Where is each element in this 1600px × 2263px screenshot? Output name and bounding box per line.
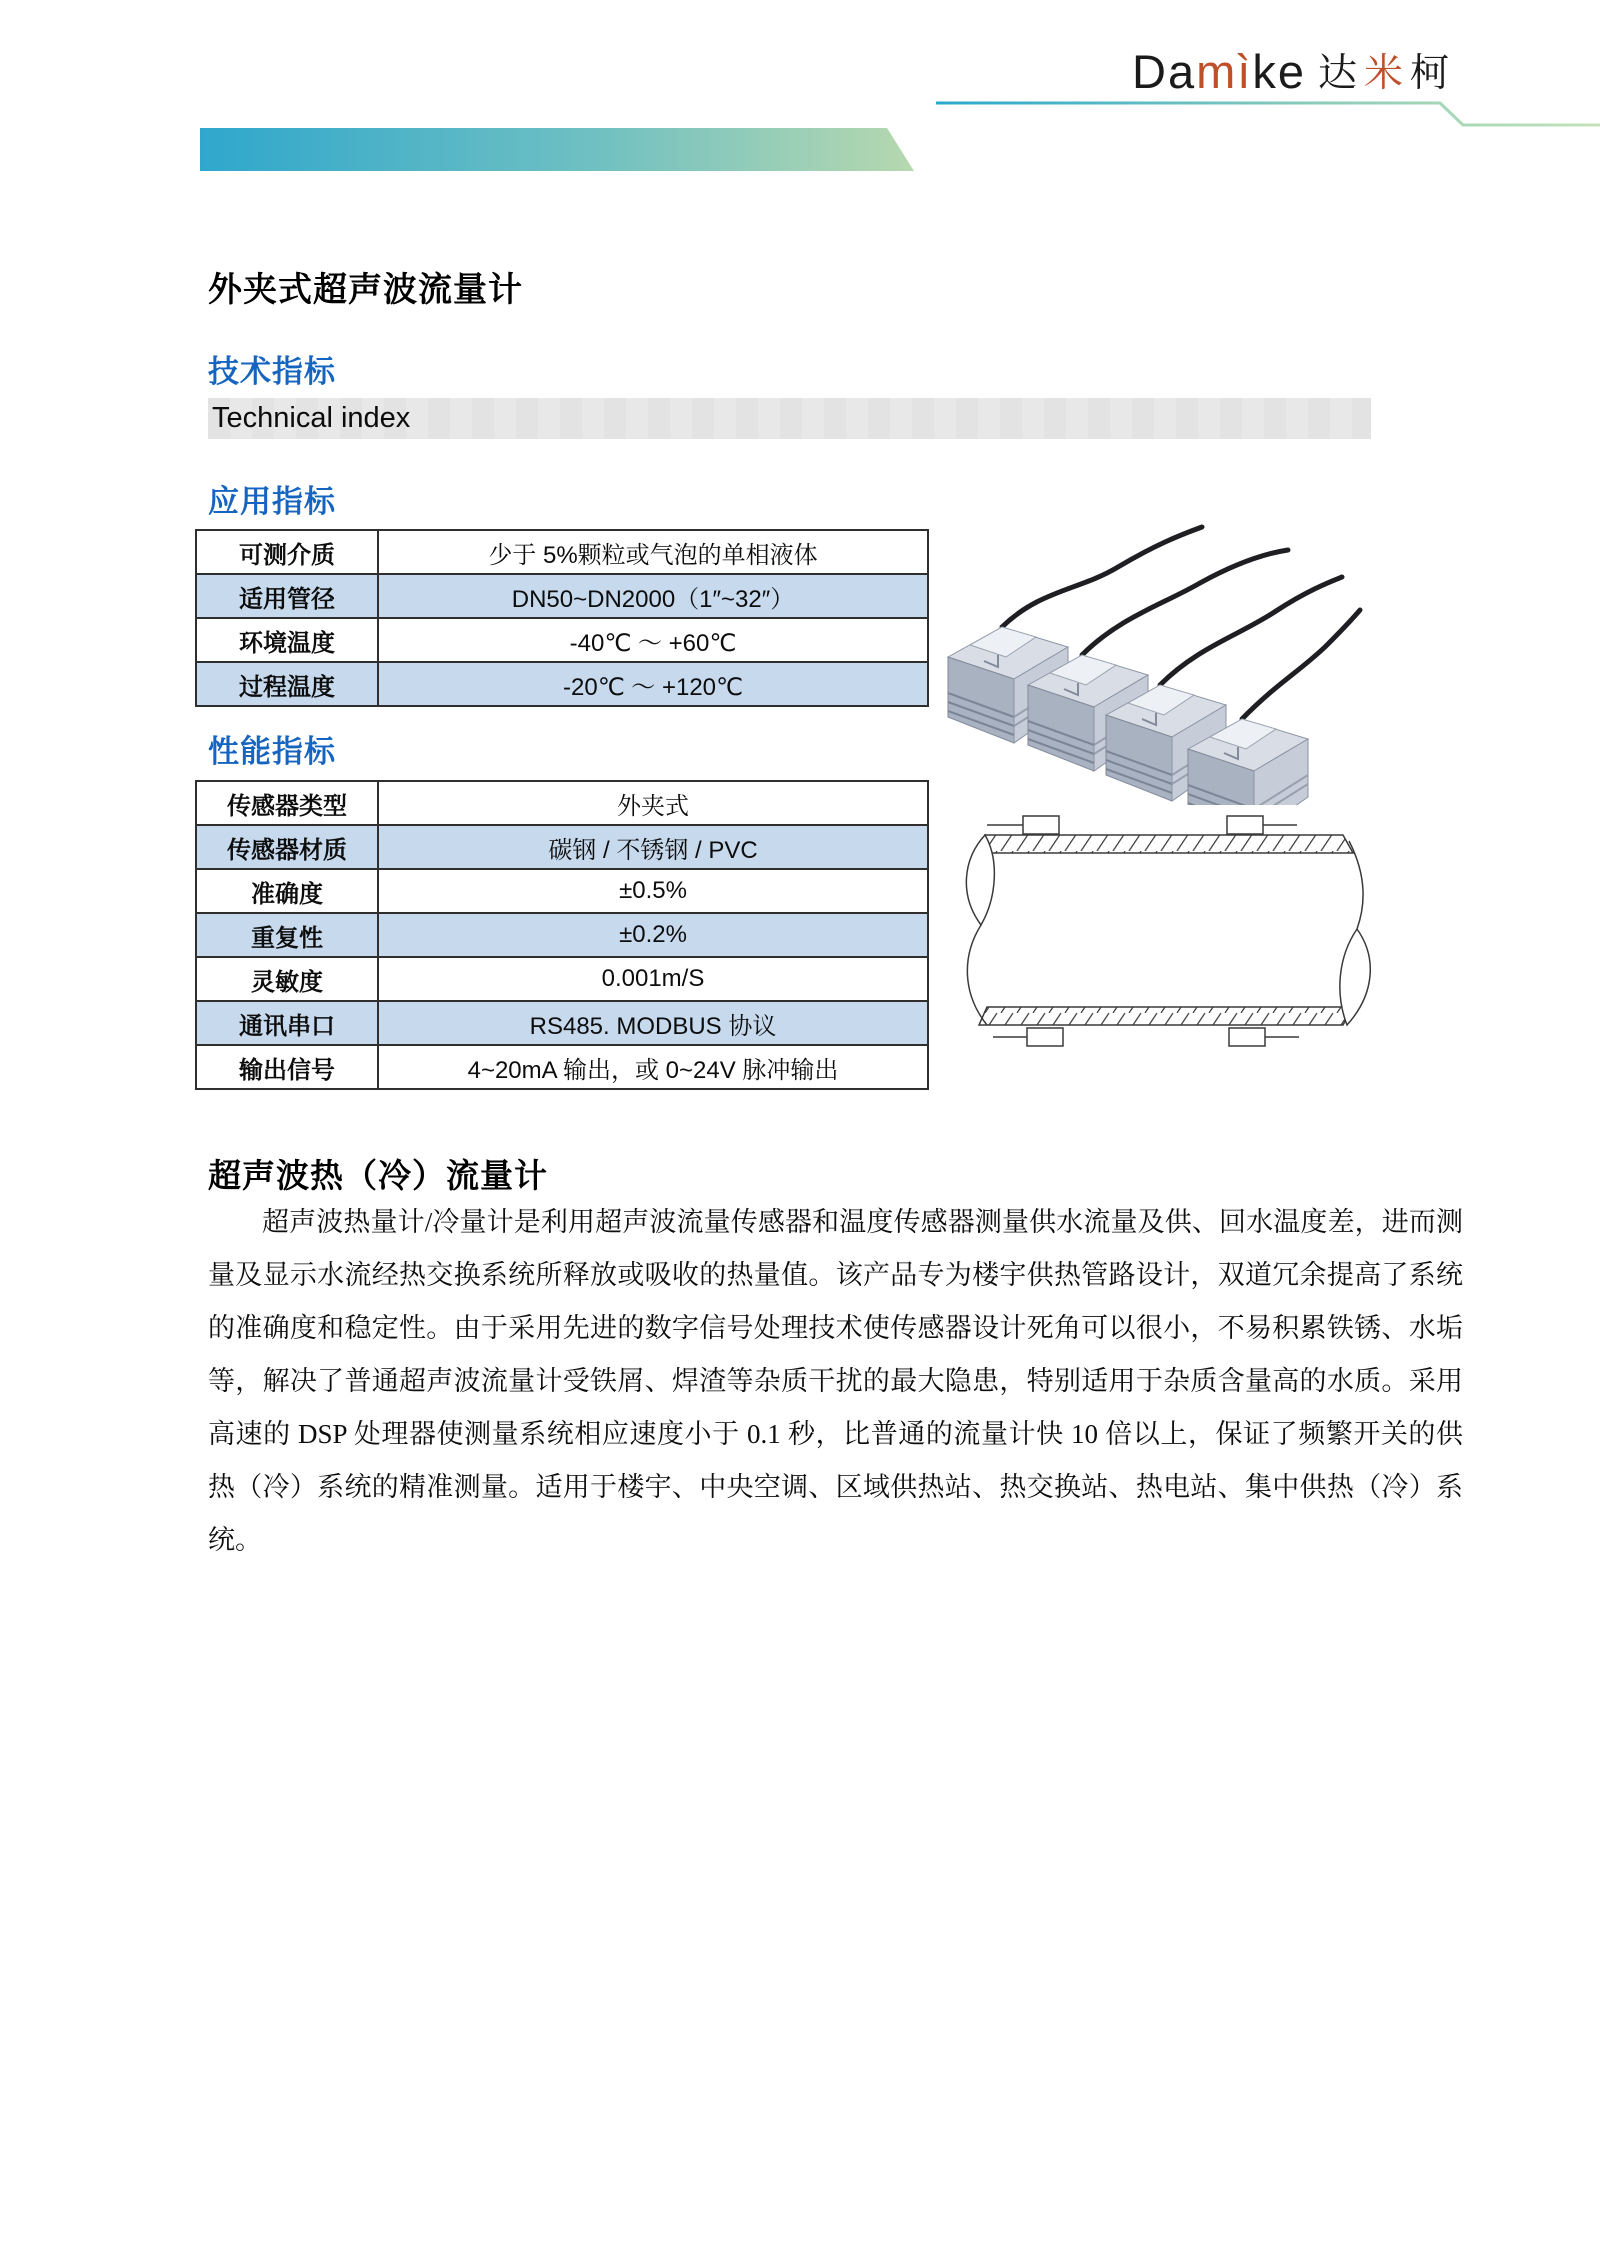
spec-value: DN50~DN2000（1″~32″） — [378, 574, 928, 618]
technical-index-bar: Technical index — [208, 398, 1371, 439]
heading-heat-meter: 超声波热（冷）流量计 — [208, 1157, 548, 1194]
brand-logo — [1132, 45, 1456, 98]
spec-label: 过程温度 — [196, 662, 378, 706]
spec-label: 通讯串口 — [196, 1001, 378, 1045]
header-decoration-line — [928, 90, 1600, 136]
spec-value: 碳钢 / 不锈钢 / PVC — [378, 825, 928, 869]
logo-latin-pre: Da — [1132, 45, 1197, 98]
spec-value: 4~20mA 输出，或 0~24V 脉冲输出 — [378, 1045, 928, 1089]
spec-value: ±0.5% — [378, 869, 928, 913]
clamp-on-sensors-photo — [940, 505, 1380, 805]
brand-logo-cjk — [1318, 54, 1456, 95]
spec-value: 0.001m/S — [378, 957, 928, 1001]
spec-label: 准确度 — [196, 869, 378, 913]
spec-label: 输出信号 — [196, 1045, 378, 1089]
table-row — [196, 825, 928, 869]
application-spec-table — [195, 529, 929, 707]
table-row — [196, 869, 928, 913]
logo-latin-accent: mì — [1196, 45, 1253, 98]
logo-cjk-post: 柯 — [1409, 52, 1456, 95]
table-row — [196, 574, 928, 618]
pipe-transducer-diagram — [935, 797, 1380, 1092]
table-row — [196, 1001, 928, 1045]
page-title: 外夹式超声波流量计 — [208, 271, 523, 309]
spec-value: -40℃ ～ +60℃ — [378, 618, 928, 662]
spec-value: ±0.2% — [378, 913, 928, 957]
spec-label: 传感器类型 — [196, 781, 378, 825]
spec-label: 可测介质 — [196, 530, 378, 574]
table-row — [196, 618, 928, 662]
brand-logo-latin — [1132, 45, 1306, 98]
spec-label: 传感器材质 — [196, 825, 378, 869]
table-row — [196, 957, 928, 1001]
table-row — [196, 662, 928, 706]
table-row — [196, 1045, 928, 1089]
heading-application: 应用指标 — [208, 484, 336, 519]
spec-label: 重复性 — [196, 913, 378, 957]
heading-performance: 性能指标 — [208, 734, 336, 769]
spec-value: -20℃ ～ +120℃ — [378, 662, 928, 706]
heading-technical: 技术指标 — [208, 354, 336, 389]
performance-spec-table — [195, 780, 929, 1090]
table-row — [196, 913, 928, 957]
spec-value: 少于 5%颗粒或气泡的单相液体 — [378, 530, 928, 574]
table-row — [196, 781, 928, 825]
spec-label: 灵敏度 — [196, 957, 378, 1001]
spec-label: 适用管径 — [196, 574, 378, 618]
spec-value: 外夹式 — [378, 781, 928, 825]
spec-label: 环境温度 — [196, 618, 378, 662]
spec-value: RS485. MODBUS 协议 — [378, 1001, 928, 1045]
logo-latin-post: ke — [1252, 45, 1306, 98]
logo-cjk-accent: 米 — [1363, 52, 1410, 95]
table-row — [196, 530, 928, 574]
top-gradient-banner — [200, 128, 914, 171]
logo-cjk-pre: 达 — [1317, 52, 1364, 95]
heat-meter-paragraph: 超声波热量计/冷量计是利用超声波流量传感器和温度传感器测量供水流量及供、回水温度差，进而测量及显示水流经热交换系统所释放或吸收的热量值。该产品专为楼宇供热管路设计，双道冗余提高了系统的准确度和稳定性。由于采用先进的数字信号处理技术使传感器设计死角可以很小，不易积累铁锈、水垢等，解决了普通超声波流量计受铁屑、焊渣等杂质干扰的最大隐患，特别适用于杂质含量高的水质。采用高速的 DSP 处理器使测量系统相应速度小于 0.1 秒，比普通的流量计快 10 倍以上，保证了频繁开关的供热（冷）系统的精准测量。适用于楼宇、中央空调、区域供热站、热交换站、热电站、集中供热（冷）系统。 — [208, 1207, 1463, 1555]
